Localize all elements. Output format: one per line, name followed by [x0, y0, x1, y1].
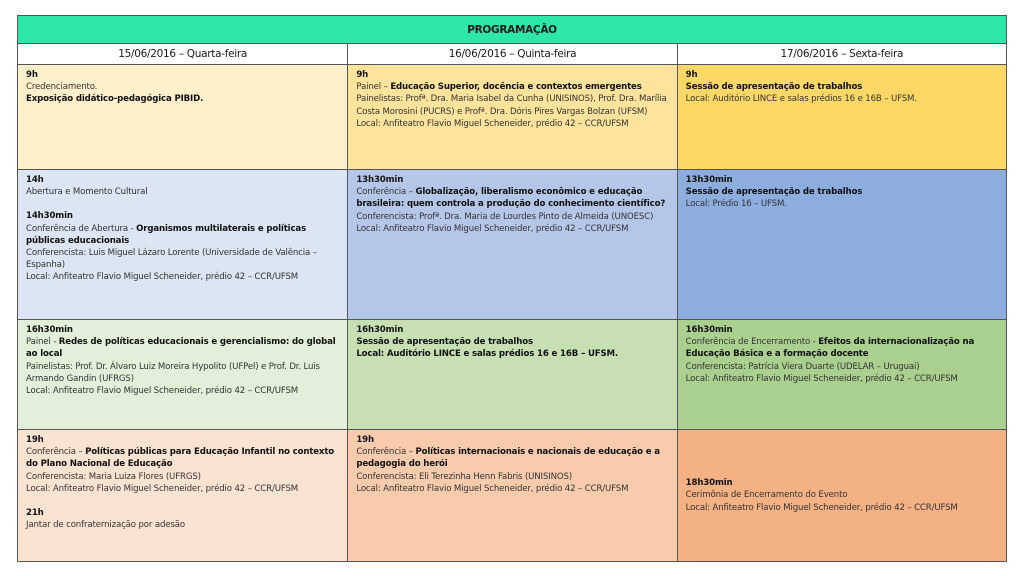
- event-text: Local: Anfiteatro Flavio Miguel Scheneider, prédio 42 – CCR/UFSM: [685, 373, 958, 384]
- schedule-cell-wednesday: [18, 430, 347, 561]
- event-block: [686, 174, 998, 211]
- date-header-row: [18, 44, 1006, 65]
- event-text: Cerimônia de Encerramento do Evento: [685, 490, 848, 501]
- schedule-cell-thursday: [347, 320, 676, 429]
- event-block: [26, 434, 339, 495]
- event-text: Conferencista: Patrícia Viera Duarte (UDELAR – Uruguai): [685, 361, 920, 372]
- event-line: [26, 223, 339, 247]
- event-title: Políticas públicas para Educação Infantil no contexto do Plano Nacional de Educação: [26, 447, 335, 470]
- event-title: Sessão de apresentação de trabalhos: [685, 82, 863, 93]
- event-time: 13h30min: [356, 175, 404, 185]
- event-time: 14h: [26, 175, 44, 185]
- event-block: [26, 210, 339, 283]
- event-line: [26, 519, 339, 531]
- event-line: [356, 223, 668, 235]
- event-text: Conferência –: [356, 187, 416, 198]
- event-line: [686, 336, 998, 360]
- event-text: Conferência –: [356, 447, 416, 458]
- event-text: Painelistas: Profª. Dra. Maria Isabel da Cunha (UNISINOS), Prof. Dra. Marília Costa Morosini (PUCRS) e Profª. Dra. Dóris Pires Vargas Bolzan (UFSM): [356, 94, 667, 117]
- event-block: [356, 324, 668, 361]
- event-line: [356, 336, 668, 348]
- event-time: 9h: [26, 70, 38, 80]
- event-title: Exposição didático-pedagógica PIBID.: [26, 94, 204, 105]
- event-text: Local: Anfiteatro Flavio Miguel Scheneider, prédio 42 – CCR/UFSM: [26, 483, 299, 494]
- event-line: [686, 361, 998, 373]
- event-time: 13h30min: [685, 175, 733, 185]
- event-time: 21h: [26, 508, 44, 519]
- event-block: [26, 69, 339, 106]
- event-line: [686, 81, 998, 93]
- schedule-cell-friday: [677, 320, 1006, 429]
- schedule-title: PROGRAMAÇÃO: [18, 16, 1006, 44]
- event-line: [26, 186, 339, 198]
- event-time: 18h30min: [685, 478, 733, 489]
- event-line: [26, 483, 339, 495]
- event-block: [356, 69, 668, 130]
- event-title: Organismos multilaterais e políticas públicas educacionais: [26, 223, 307, 246]
- event-line: [356, 446, 668, 470]
- event-line: [26, 271, 339, 283]
- event-title: Educação Superior, docência e contextos emergentes: [390, 82, 642, 93]
- event-time: 16h30min: [356, 325, 404, 335]
- event-block: [26, 174, 339, 198]
- event-block: [356, 174, 668, 235]
- event-text: Local: Anfiteatro Flavio Miguel Scheneider, prédio 42 – CCR/UFSM: [26, 386, 299, 397]
- event-time: 16h30min: [26, 325, 73, 335]
- schedule-row: [18, 65, 1006, 170]
- event-line: [686, 93, 998, 105]
- event-text: Conferência de Abertura -: [26, 223, 137, 234]
- event-text: Conferência de Encerramento -: [685, 337, 819, 348]
- schedule-cell-thursday: [347, 65, 676, 169]
- event-text: Jantar de confraternização por adesão: [26, 520, 185, 531]
- event-line: [356, 471, 668, 483]
- event-text: Local: Auditório LINCE e salas prédios 16 e 16B – UFSM.: [685, 94, 917, 105]
- event-block: [356, 434, 668, 495]
- event-title: Efeitos da internacionalização na Educação Básica e a formação docente: [685, 337, 975, 360]
- event-line: [686, 186, 998, 198]
- event-line: [686, 198, 998, 210]
- event-text: Conferência –: [26, 447, 86, 458]
- event-line: [356, 81, 668, 93]
- schedule-cell-wednesday: [18, 320, 347, 429]
- event-title: Sessão de apresentação de trabalhos: [356, 337, 533, 348]
- event-time: 14h30min: [26, 211, 73, 222]
- event-text: Local: Anfiteatro Flavio Miguel Scheneider, prédio 42 – CCR/UFSM: [356, 483, 629, 494]
- event-block: [26, 507, 339, 531]
- event-line: [26, 471, 339, 483]
- event-text: Credenciamento.: [26, 82, 98, 93]
- event-text: Local: Anfiteatro Flavio Miguel Scheneider, prédio 42 – CCR/UFSM: [26, 272, 299, 283]
- event-block: [686, 477, 998, 514]
- event-title: Local: Auditório LINCE e salas prédios 16 e 16B – UFSM.: [356, 349, 619, 360]
- event-text: Abertura e Momento Cultural: [26, 187, 148, 198]
- event-line: [26, 446, 339, 470]
- date-header-friday: 17/06/2016 – Sexta-feira: [677, 44, 1006, 64]
- event-line: [686, 373, 998, 385]
- schedule-cell-friday: [677, 170, 1006, 319]
- schedule-body: [18, 65, 1006, 561]
- event-text: Conferencista: Maria Luiza Flores (UFRGS): [26, 471, 201, 482]
- event-text: Conferencista: Profª. Dra. Maria de Lourdes Pinto de Almeida (UNOESC): [356, 211, 654, 222]
- event-block: [686, 69, 998, 106]
- event-text: Painel –: [356, 82, 391, 93]
- schedule-cell-wednesday: [18, 170, 347, 319]
- event-title: Redes de políticas educacionais e gerencialismo: do global ao local: [26, 337, 336, 360]
- schedule-row: [18, 430, 1006, 561]
- event-line: [26, 247, 339, 271]
- event-text: Conferencista: Eli Terezinha Henn Fabris (UNISINOS): [356, 471, 573, 482]
- date-header-thursday: 16/06/2016 – Quinta-feira: [347, 44, 676, 64]
- event-text: Local: Anfiteatro Flavio Miguel Scheneider, prédio 42 – CCR/UFSM: [356, 118, 629, 129]
- event-text: Painelistas: Prof. Dr. Álvaro Luiz Moreira Hypolito (UFPel) e Prof. Dr. Luis Armando Gandin (UFRGS): [26, 361, 320, 384]
- schedule-row: [18, 170, 1006, 320]
- event-text: Local: Anfiteatro Flavio Miguel Scheneider, prédio 42 – CCR/UFSM: [685, 502, 958, 513]
- schedule-cell-friday: [677, 65, 1006, 169]
- event-block: [686, 324, 998, 385]
- event-line: [686, 489, 998, 501]
- event-line: [356, 348, 668, 360]
- event-line: [356, 118, 668, 130]
- event-line: [26, 385, 339, 397]
- event-text: Conferencista: Luis Miguel Lázaro Lorente (Universidade de Valência – Espanha): [26, 248, 317, 271]
- event-spacer: [26, 495, 339, 507]
- event-time: 19h: [356, 435, 374, 445]
- event-line: [26, 361, 339, 385]
- event-line: [356, 186, 668, 210]
- event-line: [26, 336, 339, 360]
- event-line: [356, 93, 668, 117]
- event-time: 19h: [26, 435, 44, 445]
- event-title: Políticas internacionais e nacionais de educação e a pedagogia do herói: [356, 447, 660, 470]
- event-line: [26, 93, 339, 105]
- event-title: Sessão de apresentação de trabalhos: [685, 187, 863, 198]
- date-header-wednesday: 15/06/2016 – Quarta-feira: [118, 48, 248, 60]
- event-text: Local: Anfiteatro Flavio Miguel Scheneider, prédio 42 – CCR/UFSM: [356, 223, 629, 234]
- event-line: [26, 81, 339, 93]
- event-time: 9h: [356, 70, 369, 80]
- event-block: [26, 324, 339, 397]
- event-line: [356, 211, 668, 223]
- event-spacer: [26, 198, 339, 210]
- event-line: [686, 502, 998, 514]
- event-text: Painel -: [26, 337, 59, 348]
- schedule-cell-wednesday: [18, 65, 347, 169]
- schedule-cell-thursday: [347, 170, 676, 319]
- schedule-row: [18, 320, 1006, 430]
- event-time: 16h30min: [685, 325, 733, 335]
- schedule-cell-friday: [677, 430, 1006, 561]
- schedule-table: [17, 15, 1007, 562]
- event-time: 9h: [685, 70, 698, 80]
- schedule-cell-thursday: [347, 430, 676, 561]
- event-text: Local: Prédio 16 – UFSM.: [685, 199, 787, 210]
- event-title: Globalização, liberalismo econômico e educação brasileira: quem controla a produção do conhecimento científico?: [356, 187, 666, 210]
- event-line: [356, 483, 668, 495]
